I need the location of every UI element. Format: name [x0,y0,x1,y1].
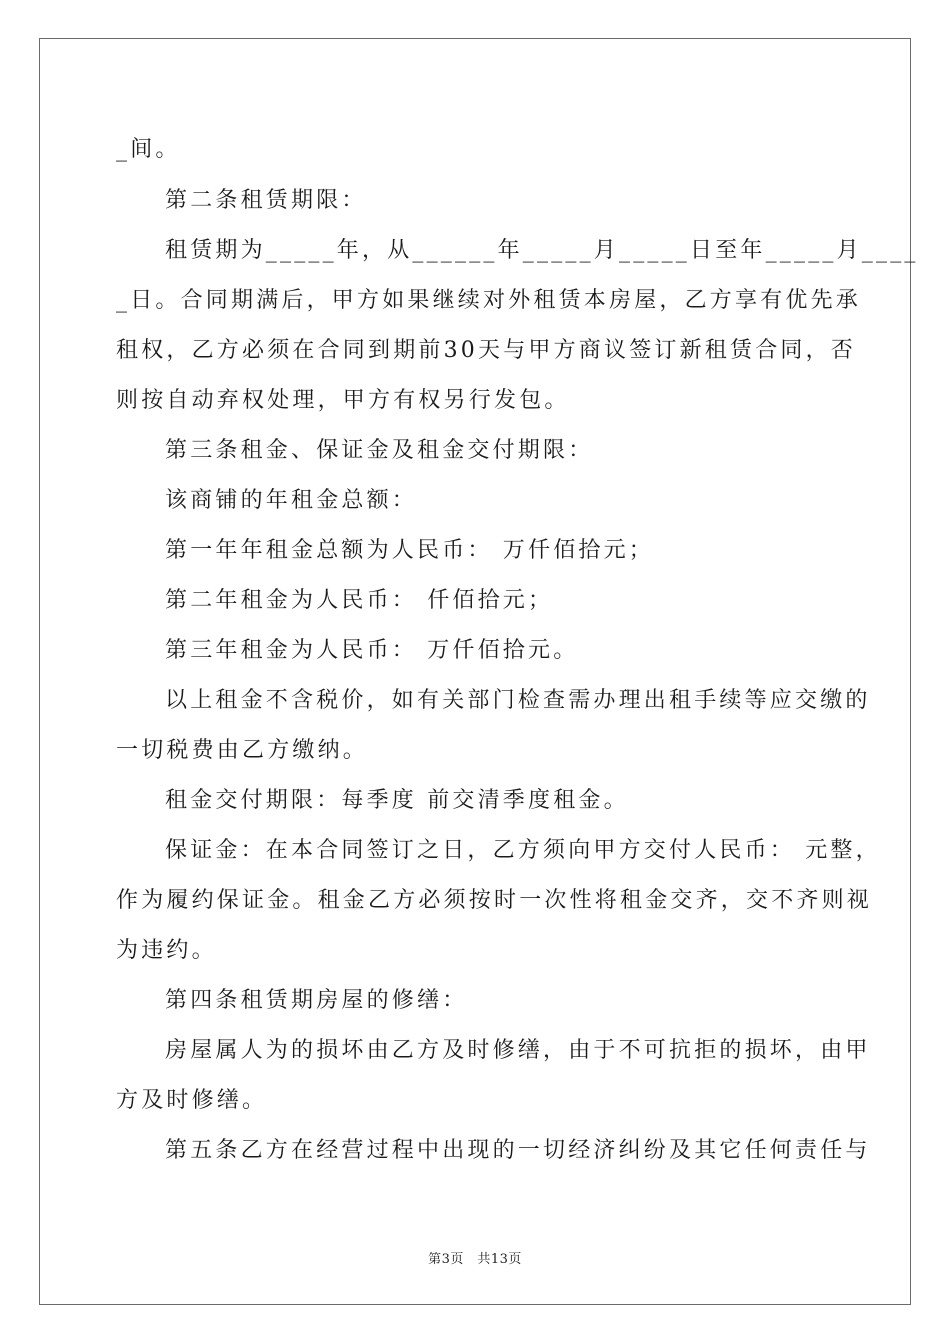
text-line-19: 房屋属人为的损坏由乙方及时修缮，由于不可抗拒的损坏，由甲 [165,1038,871,1063]
text-line-10: 第二年租金为人民币： 仟佰拾元； [165,588,554,613]
text-line-3: 租赁期为_____年，从______年_____月_____日至年_____月____ [165,238,919,263]
article-3-heading: 第三条租金、保证金及租金交付期限： [165,438,594,463]
article-5-line: 第五条乙方在经营过程中出现的一切经济纠纷及其它任何责任与 [165,1138,871,1163]
text-line-5: 租权，乙方必须在合同到期前30天与甲方商议签订新租赁合同，否 [116,338,856,363]
text-line-20: 方及时修缮。 [116,1088,268,1113]
text-line-15: 保证金：在本合同签订之日，乙方须向甲方交付人民币： 元整， [165,838,881,863]
text-line-1: _间。 [116,137,181,162]
text-line-4: _日。合同期满后，甲方如果继续对外租赁本房屋，乙方享有优先承 [116,288,862,313]
text-line-17: 为违约。 [116,938,217,963]
text-line-14: 租金交付期限：每季度 前交清季度租金。 [165,788,629,813]
page-number-footer: 第3页 共13页 [428,1252,522,1267]
article-4-heading: 第四条租赁期房屋的修缮： [165,988,468,1013]
article-2-heading: 第二条租赁期限： [165,188,367,213]
text-line-9: 第一年年租金总额为人民币： 万仟佰拾元； [165,538,654,563]
text-line-16: 作为履约保证金。租金乙方必须按时一次性将租金交齐，交不齐则视 [116,888,873,913]
text-line-11: 第三年租金为人民币： 万仟佰拾元。 [165,638,579,663]
text-line-6: 则按自动弃权处理，甲方有权另行发包。 [116,388,570,413]
text-line-12: 以上租金不含税价，如有关部门检查需办理出租手续等应交缴的 [165,688,871,713]
text-line-8: 该商铺的年租金总额： [165,488,418,513]
text-line-13: 一切税费由乙方缴纳。 [116,738,369,763]
